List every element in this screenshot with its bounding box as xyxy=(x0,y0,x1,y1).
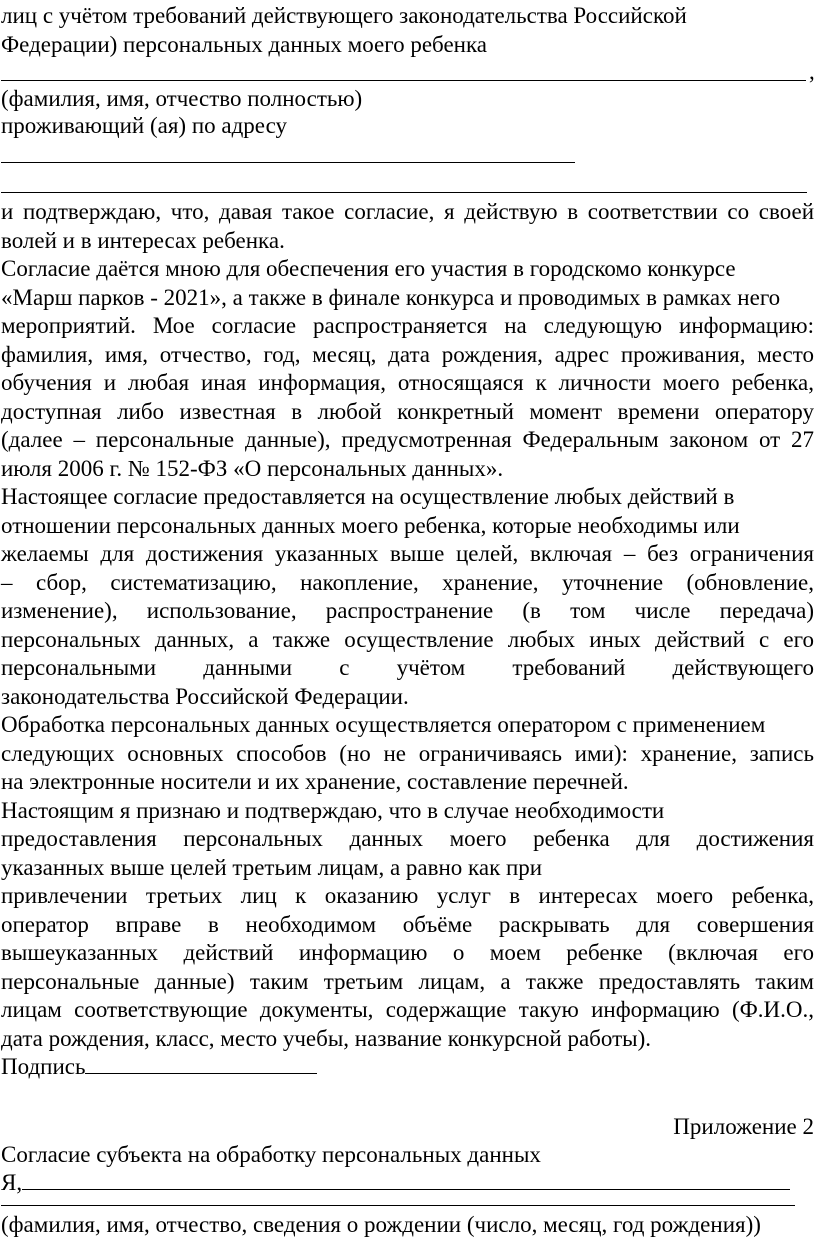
text-line: Федерации) персональных данных моего ребенка xyxy=(1,32,487,57)
fill-in-line-address-2 xyxy=(1,192,807,193)
text-line: мероприятий. Мое согласие распространяется на следующую информацию: xyxy=(1,313,814,338)
text-line: законодательства Российской Федерации. xyxy=(1,684,409,709)
text-line: предоставления персональных данных моего ребенка для достижения xyxy=(1,826,814,851)
consent-title: Согласие субъекта на обработку персональных данных xyxy=(1,1142,541,1167)
text-line: волей и в интересах ребенка. xyxy=(1,228,285,253)
comma-mark: , xyxy=(809,59,815,84)
text-line: на электронные носители и их хранение, составление перечней. xyxy=(1,769,629,794)
text-line: персональные данные) таким третьим лицам, а также предоставлять таким xyxy=(1,969,814,994)
text-line: доступная либо известная в любой конкретный момент времени оператору xyxy=(1,399,814,424)
text-line: указанных выше целей третьим лицам, а равно как при xyxy=(1,855,543,880)
text-line: июля 2006 г. № 152-ФЗ «О персональных данных». xyxy=(1,456,504,481)
field-caption: (фамилия, имя, отчество, сведения о рождении (число, месяц, год рождения)) xyxy=(1,1212,761,1237)
fill-in-line-child-name xyxy=(1,80,806,81)
text-line: персональными данными с учётом требований действующего xyxy=(1,655,814,680)
text-line: Согласие даётся мною для обеспечения его участия в городскомо конкурсе xyxy=(1,256,736,281)
appendix-label: Приложение 2 xyxy=(673,1114,814,1139)
text-line: персональных данных, а также осуществление любых иных действий с его xyxy=(1,627,814,652)
signature-line[interactable] xyxy=(85,1055,317,1074)
field-caption: (фамилия, имя, отчество полностью) xyxy=(1,86,363,111)
text-line: следующих основных способов (но не ограничиваясь ими): хранение, запись xyxy=(1,741,814,766)
ya-fill-line[interactable] xyxy=(22,1171,790,1190)
text-line: фамилия, имя, отчество, год, месяц, дата рождения, адрес проживания, место xyxy=(1,342,814,367)
fill-in-line-birth xyxy=(1,1205,795,1206)
text-line: Настоящее согласие предоставляется на осуществление любых действий в xyxy=(1,484,735,509)
ya-label: Я, xyxy=(1,1170,23,1195)
text-line: Обработка персональных данных осуществляется оператором с применением xyxy=(1,712,766,737)
text-line: желаемы для достижения указанных выше целей, включая – без ограничения xyxy=(1,541,814,566)
text-line: обучения и любая иная информация, относящаяся к личности моего ребенка, xyxy=(1,370,814,395)
ya-row xyxy=(1,1169,790,1197)
text-line: и подтверждаю, что, давая такое согласие, я действую в соответствии со своей xyxy=(1,199,814,224)
text-line: оператор вправе в необходимом объёме раскрывать для совершения xyxy=(1,912,814,937)
text-line: лицам соответствующие документы, содержащие такую информацию (Ф.И.О., xyxy=(1,997,814,1022)
signature-row xyxy=(1,1053,317,1081)
signature-label: Подпись xyxy=(1,1054,86,1079)
text-line: проживающий (ая) по адресу xyxy=(1,113,287,138)
text-line: привлечении третьих лиц к оказанию услуг в интересах моего ребенка, xyxy=(1,883,814,908)
text-line: изменение), использование, распространение (в том числе передача) xyxy=(1,598,814,623)
text-line: отношении персональных данных моего ребенка, которые необходимы или xyxy=(1,513,740,538)
text-line: лиц с учётом требований действующего законодательства Российской xyxy=(1,3,687,28)
text-line: «Марш парков - 2021», а также в финале конкурса и проводимых в рамках него xyxy=(1,285,781,310)
text-line: вышеуказанных действий информацию о моем ребенке (включая его xyxy=(1,940,814,965)
text-line: дата рождения, класс, место учебы, название конкурсной работы). xyxy=(1,1026,651,1051)
fill-in-line-address xyxy=(1,162,575,163)
text-line: Настоящим я признаю и подтверждаю, что в случае необходимости xyxy=(1,798,665,823)
text-line: (далее – персональные данные), предусмотренная Федеральным законом от 27 xyxy=(1,427,814,452)
text-line: – сбор, систематизацию, накопление, хранение, уточнение (обновление, xyxy=(1,570,814,595)
